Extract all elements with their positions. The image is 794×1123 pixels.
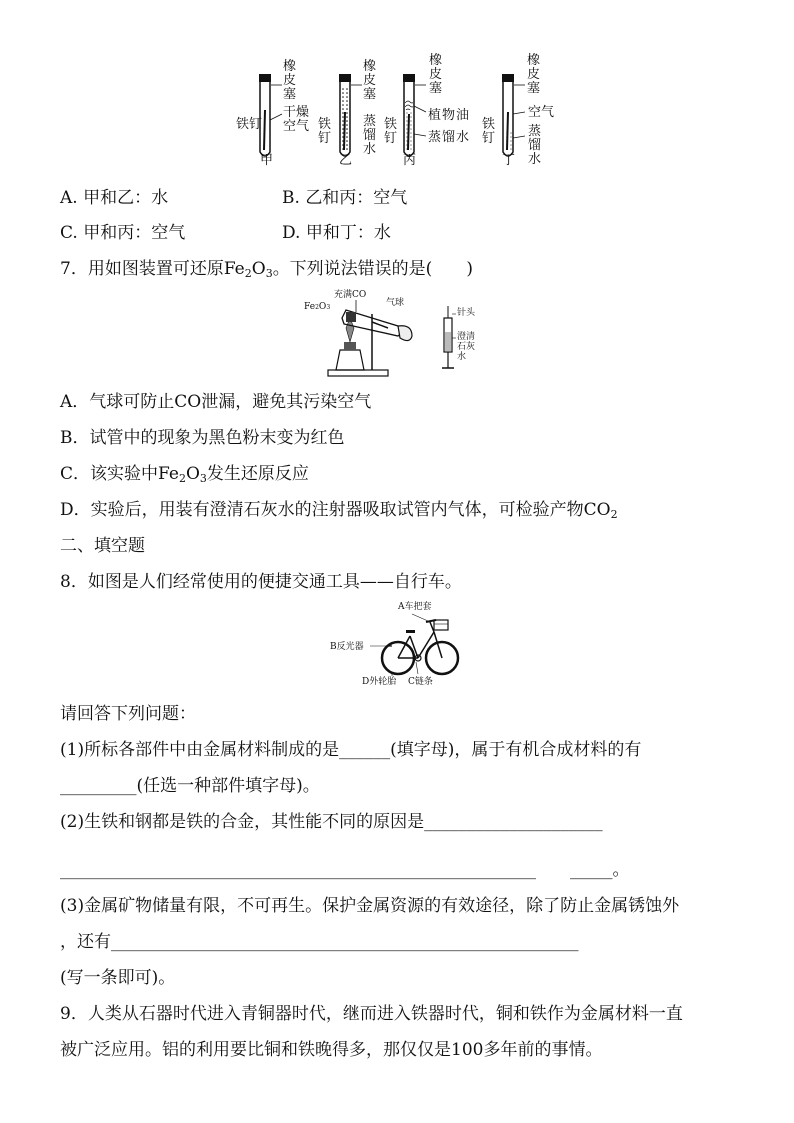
q7-apparatus-figure <box>300 288 500 380</box>
tube-yi <box>339 74 362 156</box>
section-title-fill-in: 二、填空题 <box>60 536 145 556</box>
tube-yi-content-label: 蒸馏水 <box>363 114 377 157</box>
tube-jia-nail-label: 铁钉 <box>236 117 263 132</box>
bicycle-label-a: A车把套 <box>398 602 432 612</box>
tube-jia-content-label: 干燥空气 <box>283 105 310 134</box>
q7-fig-co-label: 充满CO <box>334 290 367 300</box>
q8-stem: 8．如图是人们经常使用的便捷交通工具——自行车。 <box>60 572 462 592</box>
q8-part1-line1: (1)所标各部件中由金属材料制成的是______(填字母)，属于有机合成材料的有 <box>60 740 642 760</box>
q7-fig-balloon-label: 气球 <box>386 298 405 308</box>
bicycle-label-d: D外轮胎 <box>362 677 397 687</box>
q7-option-b: B．试管中的现象为黑色粉末变为红色 <box>60 428 345 448</box>
tube-bing-water-label: 蒸馏水 <box>428 130 471 145</box>
tube-jia <box>259 74 282 156</box>
tube-ding-stopper-label: 橡皮塞 <box>527 53 541 96</box>
q7-option-c: C．该实验中$Fe_2O_3$发生还原反应 <box>60 464 309 485</box>
tube-bing <box>403 74 426 156</box>
tube-ding-label: 丁 <box>502 153 516 168</box>
tube-yi-label: 乙 <box>339 153 353 168</box>
tube-yi-nail-label: 铁钉 <box>318 117 332 146</box>
bicycle-label-b: B反光器 <box>330 642 364 652</box>
tube-ding <box>502 74 525 156</box>
tube-yi-stopper-label: 橡皮塞 <box>363 59 377 102</box>
q6-option-b: B. 乙和丙：空气 <box>282 188 408 208</box>
q7-fig-fe2o3-label: Fe2O3 <box>304 302 331 312</box>
tube-ding-air-label: 空气 <box>528 105 555 120</box>
q8-part2-line2: ________________________________________________________ _____。 <box>60 860 630 880</box>
tube-ding-water-label: 蒸馏水 <box>528 124 542 167</box>
q8-prompt: 请回答下列问题： <box>60 704 196 724</box>
tube-bing-nail-label: 铁钉 <box>384 117 398 146</box>
tube-bing-label: 丙 <box>403 153 417 168</box>
q7-fig-limewater-label: 澄清石灰水 <box>457 332 476 362</box>
q8-part3-line2: ，还有_______________________________________________________ <box>60 932 579 952</box>
q9-line2: 被广泛应用。铝的利用要比铜和铁晚得多，那仅仅是100多年前的事情。 <box>60 1040 603 1060</box>
tube-jia-label: 甲 <box>260 153 274 168</box>
q6-option-d: D. 甲和丁：水 <box>282 223 391 243</box>
q8-part1-line2: _________(任选一种部件填字母)。 <box>60 776 320 796</box>
q7-option-a: A．气球可防止CO泄漏，避免其污染空气 <box>60 392 372 412</box>
q8-part3-line1: (3)金属矿物储量有限，不可再生。保护金属资源的有效途径，除了防止金属锈蚀外 <box>60 896 680 916</box>
q7-fig-needle-label: 针头 <box>457 308 476 318</box>
tube-jia-stopper-label: 橡皮塞 <box>283 59 297 102</box>
tube-bing-oil-label: 植物油 <box>428 108 471 123</box>
q7-option-d: D．实验后，用装有澄清石灰水的注射器吸取试管内气体，可检验产物$CO_2$ <box>60 500 618 521</box>
q8-part3-line3: (写一条即可)。 <box>60 968 176 988</box>
bicycle-figure <box>330 600 470 692</box>
bicycle-label-c: C链条 <box>408 677 433 687</box>
test-tubes-figure <box>230 52 560 174</box>
tube-bing-stopper-label: 橡皮塞 <box>429 53 443 96</box>
q6-option-a: A. 甲和乙：水 <box>60 188 169 208</box>
q9-line1: 9．人类从石器时代进入青铜器时代，继而进入铁器时代，铜和铁作为金属材料一直 <box>60 1004 683 1024</box>
q7-stem: 7．用如图装置可还原$Fe_2O_3$。下列说法错误的是( ) <box>60 259 473 280</box>
tube-ding-nail-label: 铁钉 <box>482 117 496 146</box>
q6-option-c: C. 甲和丙：空气 <box>60 223 186 243</box>
q8-part2-line1: (2)生铁和钢都是铁的合金，其性能不同的原因是_____________________ <box>60 812 603 832</box>
